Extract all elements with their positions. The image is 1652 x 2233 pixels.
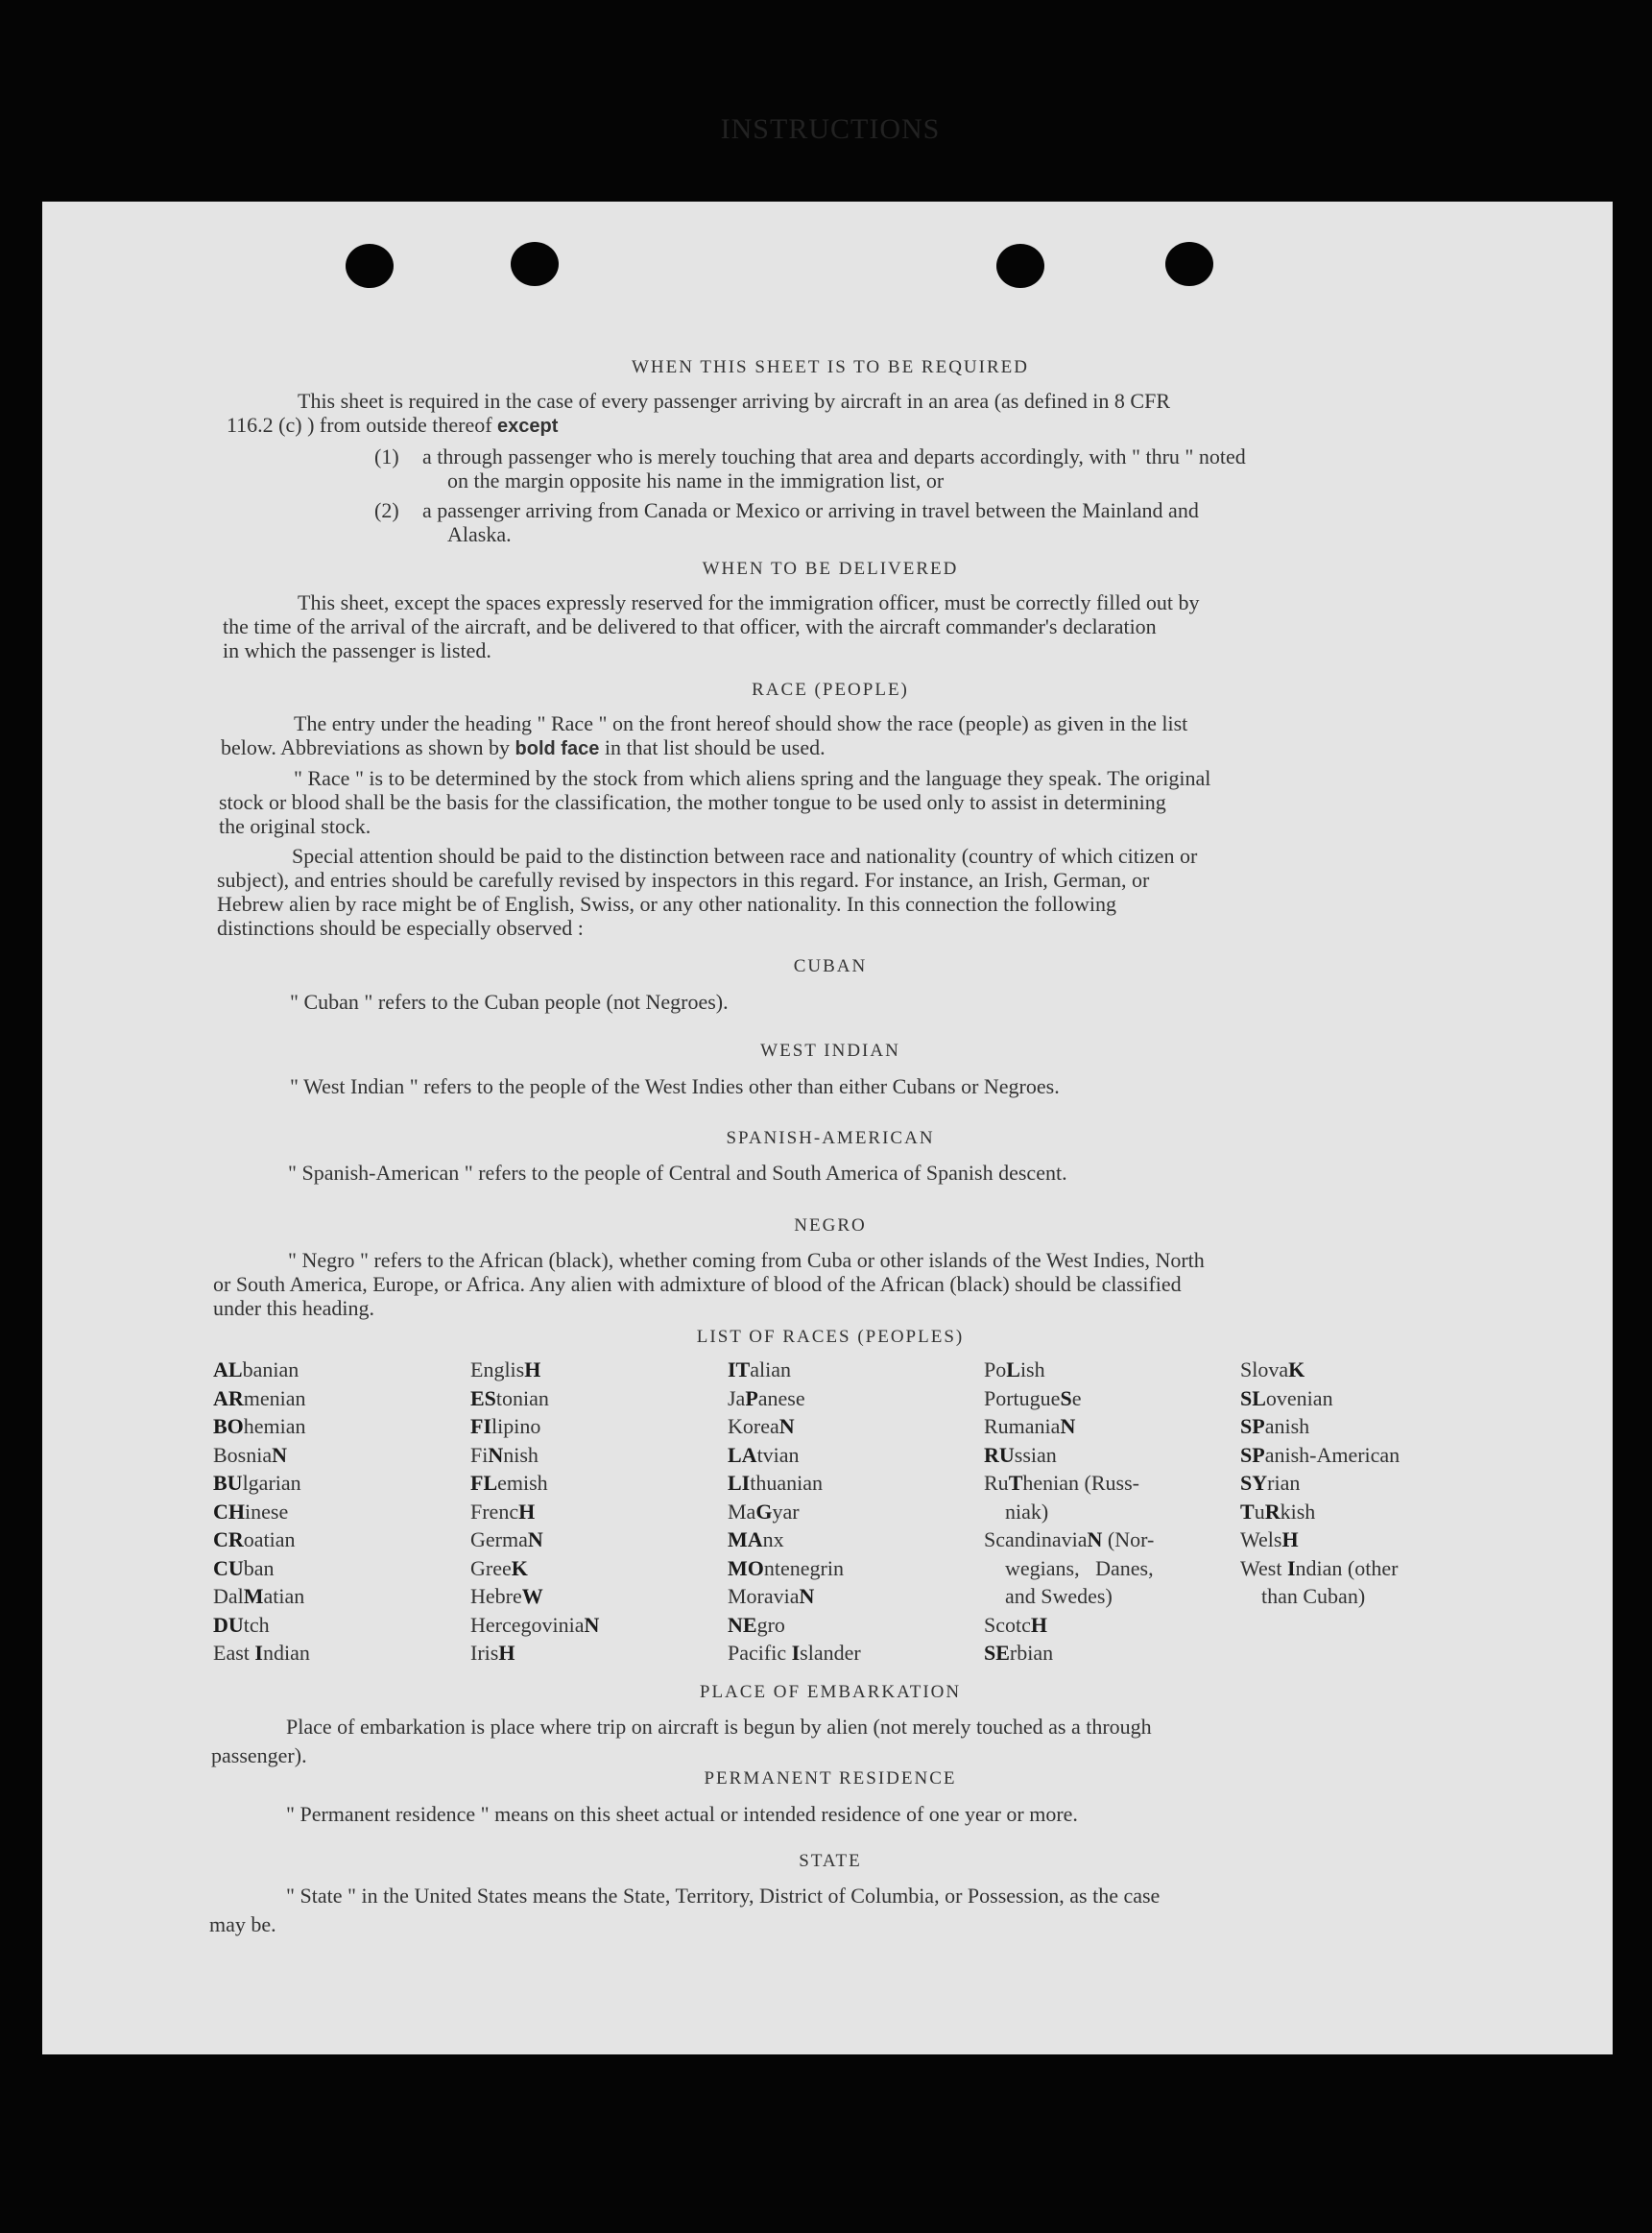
race-abbreviation: ES xyxy=(470,1385,496,1410)
race-text: atian xyxy=(263,1584,305,1608)
paragraph-line: or South America, Europe, or Africa. Any alien with admixture of blood of the African (black) should be classified xyxy=(213,1272,1182,1296)
race-text: (Nor- xyxy=(1102,1527,1155,1551)
race-entry xyxy=(728,1498,861,1526)
bold-text: except xyxy=(497,416,559,437)
race-entry xyxy=(213,1469,310,1498)
paragraph-line xyxy=(221,736,1373,761)
race-text: anese xyxy=(757,1385,805,1410)
races-column xyxy=(728,1356,861,1668)
race-abbreviation: H xyxy=(524,1357,541,1381)
paragraph-line: passenger). xyxy=(211,1743,307,1767)
race-text: yar xyxy=(772,1499,800,1524)
race-abbreviation: N xyxy=(1060,1414,1076,1438)
race-text: anish xyxy=(1264,1414,1310,1438)
race-text: Slova xyxy=(1240,1357,1289,1381)
race-text: West xyxy=(1240,1555,1287,1580)
race-abbreviation: H xyxy=(518,1499,536,1524)
race-abbreviation: W xyxy=(521,1584,543,1608)
list-item-text: Alaska. xyxy=(447,522,512,546)
section-heading-race: RACE (PEOPLE) xyxy=(752,680,909,700)
race-abbreviation: SP xyxy=(1240,1442,1265,1467)
race-text: gro xyxy=(756,1612,785,1637)
race-entry xyxy=(984,1498,1154,1526)
race-text: menian xyxy=(243,1385,306,1410)
race-text: wegians, Danes, xyxy=(984,1555,1154,1580)
race-entry xyxy=(1240,1441,1400,1470)
race-abbreviation: K xyxy=(511,1555,528,1580)
races-column xyxy=(470,1356,599,1668)
race-abbreviation: N xyxy=(527,1527,543,1551)
race-text: Ma xyxy=(728,1499,756,1524)
race-entry xyxy=(213,1554,310,1583)
paragraph-line: The entry under the heading " Race " on the front hereof should show the race (people) as given in the list xyxy=(294,711,1188,735)
race-entry xyxy=(984,1525,1154,1554)
race-text: Ru xyxy=(984,1471,1009,1495)
paragraph-line: " State " in the United States means the State, Territory, District of Columbia, or Possession, as the case xyxy=(286,1884,1161,1908)
race-entry xyxy=(728,1554,861,1583)
race-text: Rumania xyxy=(984,1414,1061,1438)
race-entry xyxy=(1240,1582,1400,1611)
race-abbreviation: I xyxy=(254,1641,263,1665)
race-abbreviation: FL xyxy=(470,1471,498,1495)
paragraph-line: " West Indian " refers to the people of the West Indies other than either Cubans or Negroes. xyxy=(290,1074,1060,1098)
race-text: thuanian xyxy=(750,1471,824,1495)
race-abbreviation: MA xyxy=(728,1527,763,1551)
race-text: ssian xyxy=(1014,1442,1057,1467)
race-entry xyxy=(470,1441,599,1470)
race-abbreviation: N xyxy=(488,1442,504,1467)
section-heading-state: STATE xyxy=(799,1851,862,1871)
paragraph-line: This sheet is required in the case of every passenger arriving by aircraft in an area (as defined in 8 CFR xyxy=(298,389,1171,413)
race-abbreviation: L xyxy=(1006,1357,1020,1381)
race-text: Hebre xyxy=(470,1584,522,1608)
paragraph-text: in that list should be used. xyxy=(604,735,826,759)
section-heading-when-delivered: WHEN TO BE DELIVERED xyxy=(702,559,959,579)
race-text: Scandinavia xyxy=(984,1527,1088,1551)
paragraph-line: stock or blood shall be the basis for the classification, the mother tongue to be used only to assist in determining xyxy=(219,790,1166,814)
race-text: ban xyxy=(243,1555,275,1580)
race-entry xyxy=(728,1412,861,1441)
race-abbreviation: S xyxy=(1060,1385,1072,1410)
race-text: Hercegovinia xyxy=(470,1612,585,1637)
paragraph-line: subject), and entries should be carefully revised by inspectors in this regard. For instance, an Irish, German, or xyxy=(217,868,1150,892)
race-abbreviation: FI xyxy=(470,1414,491,1438)
race-entry xyxy=(213,1582,310,1611)
race-abbreviation: N xyxy=(1087,1527,1103,1551)
race-entry xyxy=(1240,1469,1400,1498)
race-text: henian (Russ- xyxy=(1022,1471,1139,1495)
race-text: rbian xyxy=(1009,1641,1054,1665)
race-text: Scotc xyxy=(984,1612,1031,1637)
race-abbreviation: BU xyxy=(213,1471,243,1495)
list-item-text: a through passenger who is merely touching that area and departs accordingly, with " thru " noted xyxy=(422,444,1246,468)
paragraph-line: distinctions should be especially observed : xyxy=(217,916,584,940)
race-text: inese xyxy=(245,1499,289,1524)
race-entry xyxy=(213,1498,310,1526)
paragraph-line: in which the passenger is listed. xyxy=(223,638,491,662)
race-abbreviation: I xyxy=(1286,1555,1296,1580)
race-entry xyxy=(728,1384,861,1413)
race-entry xyxy=(728,1356,861,1384)
race-abbreviation: MO xyxy=(728,1555,764,1580)
race-text: Portugue xyxy=(984,1385,1061,1410)
race-entry xyxy=(470,1498,599,1526)
race-text: Wels xyxy=(1240,1527,1282,1551)
race-abbreviation: AR xyxy=(213,1385,244,1410)
race-abbreviation: SE xyxy=(984,1641,1010,1665)
race-text: alian xyxy=(750,1357,792,1381)
paragraph-text: 116.2 (c) ) from outside thereof xyxy=(227,413,492,437)
section-heading-west-indian: WEST INDIAN xyxy=(760,1041,900,1061)
race-text: Gree xyxy=(470,1555,512,1580)
paragraph-line: Special attention should be paid to the distinction between race and nationality (country of which citizen or xyxy=(292,844,1198,868)
race-entry xyxy=(984,1356,1154,1384)
race-entry xyxy=(728,1441,861,1470)
race-entry xyxy=(728,1582,861,1611)
paragraph-line: " Permanent residence " means on this sheet actual or intended residence of one year or more. xyxy=(286,1802,1078,1826)
race-entry xyxy=(470,1469,599,1498)
race-text: tch xyxy=(243,1612,270,1637)
race-entry xyxy=(1240,1412,1400,1441)
race-abbreviation: P xyxy=(745,1385,758,1410)
list-number: (1) xyxy=(374,444,399,468)
race-text: tonian xyxy=(495,1385,549,1410)
race-entry xyxy=(470,1554,599,1583)
race-abbreviation: AL xyxy=(213,1357,243,1381)
race-entry xyxy=(984,1611,1154,1640)
race-text: oatian xyxy=(243,1527,296,1551)
race-text: Frenc xyxy=(470,1499,519,1524)
race-abbreviation: SY xyxy=(1240,1471,1268,1495)
race-entry xyxy=(470,1639,599,1668)
race-text: e xyxy=(1071,1385,1082,1410)
race-text: kish xyxy=(1280,1499,1316,1524)
section-heading-place-of-embarkation: PLACE OF EMBARKATION xyxy=(699,1682,962,1702)
race-entry xyxy=(1240,1384,1400,1413)
paragraph-line: " Cuban " refers to the Cuban people (not Negroes). xyxy=(290,990,729,1014)
race-text: tvian xyxy=(756,1442,800,1467)
races-column xyxy=(213,1356,310,1668)
race-text: Korea xyxy=(728,1414,779,1438)
section-heading-when-required: WHEN THIS SHEET IS TO BE REQUIRED xyxy=(632,357,1029,377)
race-entry xyxy=(470,1611,599,1640)
race-abbreviation: N xyxy=(778,1414,795,1438)
section-heading-spanish-american: SPANISH-AMERICAN xyxy=(726,1128,935,1148)
paragraph-line: Hebrew alien by race might be of English, Swiss, or any other nationality. In this connection the following xyxy=(217,892,1117,916)
races-column xyxy=(984,1356,1154,1668)
race-abbreviation: H xyxy=(498,1641,515,1665)
race-text: Ja xyxy=(728,1385,746,1410)
race-entry xyxy=(1240,1554,1400,1583)
race-abbreviation: N xyxy=(584,1612,600,1637)
race-text: nish xyxy=(503,1442,539,1467)
paragraph-line: This sheet, except the spaces expressly reserved for the immigration officer, must be correctly filled out by xyxy=(298,590,1200,614)
race-entry xyxy=(470,1412,599,1441)
paragraph-line: the time of the arrival of the aircraft, and be delivered to that officer, with the aircraft commander's declaration xyxy=(223,614,1157,638)
race-abbreviation: IT xyxy=(728,1357,751,1381)
race-text: ovenian xyxy=(1265,1385,1333,1410)
race-text: Germa xyxy=(470,1527,528,1551)
race-abbreviation: N xyxy=(799,1584,815,1608)
race-abbreviation: CH xyxy=(213,1499,245,1524)
race-text: Englis xyxy=(470,1357,525,1381)
race-entry xyxy=(213,1412,310,1441)
race-text: Iris xyxy=(470,1641,499,1665)
race-entry xyxy=(213,1525,310,1554)
race-entry xyxy=(213,1639,310,1668)
race-entry xyxy=(213,1356,310,1384)
race-text: Pacific xyxy=(728,1641,792,1665)
list-item-text: on the margin opposite his name in the immigration list, or xyxy=(447,468,945,492)
race-entry xyxy=(470,1356,599,1384)
section-heading-cuban: CUBAN xyxy=(793,956,868,976)
race-abbreviation: G xyxy=(755,1499,773,1524)
race-text: rian xyxy=(1267,1471,1301,1495)
paragraph-line: " Spanish-American " refers to the people of Central and South America of Spanish descent. xyxy=(288,1161,1067,1185)
race-abbreviation: I xyxy=(791,1641,801,1665)
race-entry xyxy=(213,1384,310,1413)
race-abbreviation: M xyxy=(243,1584,264,1608)
race-text: hemian xyxy=(243,1414,306,1438)
race-entry xyxy=(728,1525,861,1554)
list-item-text: a passenger arriving from Canada or Mexico or arriving in travel between the Mainland and xyxy=(422,498,1199,522)
race-abbreviation: LA xyxy=(728,1442,757,1467)
paragraph-text: below. Abbreviations as shown by xyxy=(221,735,511,759)
race-abbreviation: T xyxy=(1008,1471,1023,1495)
race-text: ndian xyxy=(262,1641,310,1665)
race-abbreviation: DU xyxy=(213,1612,244,1637)
race-text: ish xyxy=(1019,1357,1045,1381)
race-text: u xyxy=(1254,1499,1265,1524)
race-abbreviation: NE xyxy=(728,1612,757,1637)
race-abbreviation: SL xyxy=(1240,1385,1266,1410)
list-number: (2) xyxy=(374,498,399,522)
race-entry xyxy=(728,1639,861,1668)
race-text: and Swedes) xyxy=(984,1584,1113,1608)
race-entry xyxy=(1240,1525,1400,1554)
races-column xyxy=(1240,1356,1400,1611)
race-text: East xyxy=(213,1641,255,1665)
section-heading-permanent-residence: PERMANENT RESIDENCE xyxy=(704,1768,957,1789)
race-entry xyxy=(984,1384,1154,1413)
race-text: emish xyxy=(497,1471,548,1495)
race-entry xyxy=(470,1384,599,1413)
race-abbreviation: T xyxy=(1240,1499,1255,1524)
race-entry xyxy=(470,1582,599,1611)
paragraph-line: may be. xyxy=(209,1912,276,1936)
race-text: lgarian xyxy=(242,1471,301,1495)
paragraph-line: " Race " is to be determined by the stock from which aliens spring and the language they speak. The original xyxy=(294,766,1211,790)
race-text: Dal xyxy=(213,1584,244,1608)
race-entry xyxy=(728,1611,861,1640)
race-text: banian xyxy=(242,1357,299,1381)
race-abbreviation: CU xyxy=(213,1555,244,1580)
race-entry xyxy=(470,1525,599,1554)
race-text: than Cuban) xyxy=(1240,1584,1366,1608)
race-text: Bosnia xyxy=(213,1442,273,1467)
bold-text: bold face xyxy=(515,738,600,759)
race-abbreviation: N xyxy=(272,1442,288,1467)
race-abbreviation: CR xyxy=(213,1527,244,1551)
race-abbreviation: RU xyxy=(984,1442,1015,1467)
section-heading-negro: NEGRO xyxy=(794,1215,867,1236)
race-entry xyxy=(984,1639,1154,1668)
race-text: lipino xyxy=(491,1414,541,1438)
race-text: slander xyxy=(800,1641,861,1665)
race-entry xyxy=(984,1582,1154,1611)
race-entry xyxy=(984,1554,1154,1583)
race-text: ntenegrin xyxy=(763,1555,844,1580)
race-entry xyxy=(213,1441,310,1470)
race-abbreviation: LI xyxy=(728,1471,751,1495)
race-entry xyxy=(213,1611,310,1640)
race-text: Moravia xyxy=(728,1584,800,1608)
race-text: niak) xyxy=(984,1499,1049,1524)
race-abbreviation: K xyxy=(1288,1357,1305,1381)
paragraph-line xyxy=(227,414,1186,439)
race-entry xyxy=(728,1469,861,1498)
race-text: Fi xyxy=(470,1442,489,1467)
race-abbreviation: SP xyxy=(1240,1414,1265,1438)
paragraph-line: under this heading. xyxy=(213,1296,375,1320)
paragraph-line: " Negro " refers to the African (black), whether coming from Cuba or other islands of the West Indies, North xyxy=(288,1248,1205,1272)
race-text: nx xyxy=(762,1527,784,1551)
section-heading-list-of-races: LIST OF RACES (PEOPLES) xyxy=(696,1327,965,1347)
race-entry xyxy=(984,1441,1154,1470)
race-abbreviation: H xyxy=(1281,1527,1299,1551)
paragraph-line: the original stock. xyxy=(219,814,371,838)
race-text: ndian (other xyxy=(1295,1555,1399,1580)
race-entry xyxy=(1240,1498,1400,1526)
race-text: Po xyxy=(984,1357,1007,1381)
race-entry xyxy=(1240,1356,1400,1384)
race-text: anish-American xyxy=(1264,1442,1401,1467)
race-abbreviation: H xyxy=(1030,1612,1048,1637)
race-entry xyxy=(984,1412,1154,1441)
race-entry xyxy=(984,1469,1154,1498)
page-title: INSTRUCTIONS xyxy=(720,113,941,145)
paragraph-line: Place of embarkation is place where trip on aircraft is begun by alien (not merely touched as a through xyxy=(286,1715,1152,1739)
race-abbreviation: R xyxy=(1264,1499,1281,1524)
race-abbreviation: BO xyxy=(213,1414,244,1438)
